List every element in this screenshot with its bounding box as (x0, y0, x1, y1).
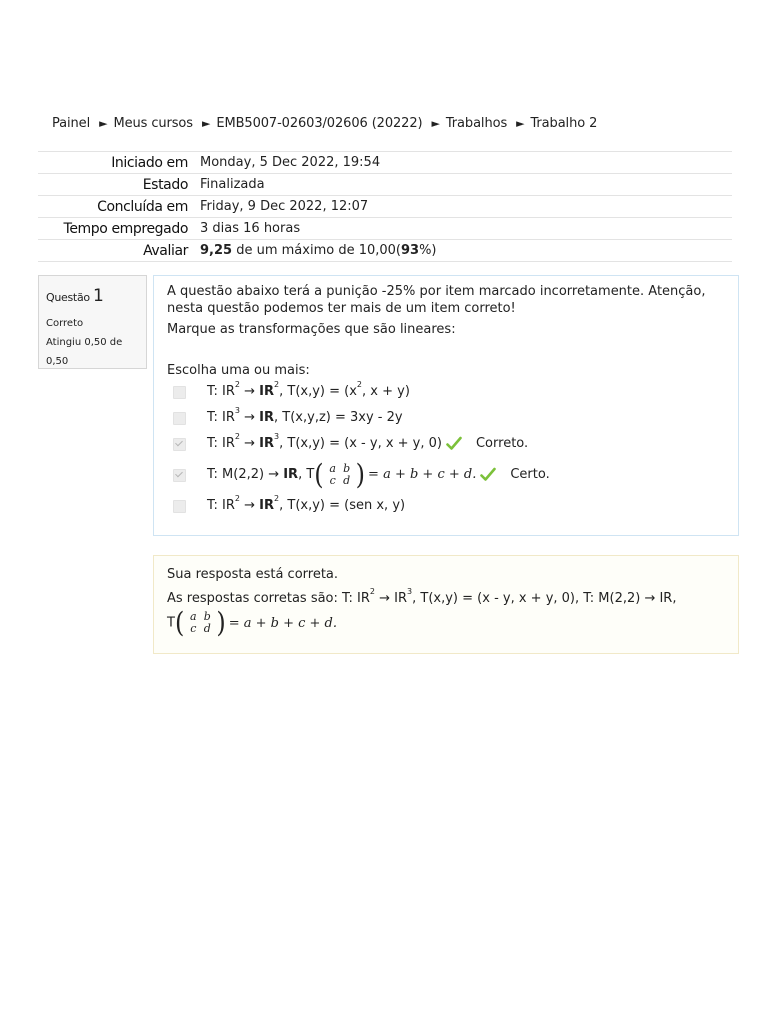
grade-percent: 93 (400, 243, 420, 258)
option-codomain: IR (259, 384, 275, 399)
question-info-box (38, 275, 147, 369)
arrow-text: → (240, 410, 260, 425)
completed-value: Friday, 9 Dec 2022, 12:07 (200, 196, 732, 218)
choose-label: Escolha uma ou mais: (167, 363, 310, 378)
option-codomain: IR (259, 498, 275, 513)
superscript: 3 (407, 587, 413, 596)
breadcrumb (52, 116, 597, 131)
summary-row-started (38, 152, 732, 174)
correct-answers-text (167, 587, 731, 611)
state-value: Finalizada (200, 174, 732, 196)
breadcrumb-separator-icon: ► (516, 117, 525, 130)
breadcrumb-trabalho-2[interactable]: Trabalho 2 (530, 116, 598, 131)
time-value: 3 dias 16 horas (200, 218, 732, 240)
time-label: Tempo empregado (38, 218, 200, 240)
option-text: , T(x,y) = (x (279, 384, 357, 399)
question-formulation (153, 275, 739, 536)
started-value: Monday, 5 Dec 2022, 19:54 (200, 152, 732, 174)
arrow-text: → (240, 498, 260, 513)
arrow-text: → (240, 436, 260, 451)
correct-answers-formula (167, 606, 731, 640)
started-label: Iniciado em (38, 152, 200, 174)
breadcrumb-painel[interactable]: Painel (52, 116, 91, 131)
superscript: 2 (356, 380, 363, 389)
matrix-entry: a (190, 610, 197, 623)
matrix-rhs: = a + b + c + d. (368, 467, 477, 482)
matrix-entry: c (190, 622, 197, 635)
matrix-entry: d (343, 473, 351, 487)
outcome-feedback: Sua resposta está correta. (167, 567, 339, 582)
answer-option-5-label (207, 493, 405, 519)
option-text: , T(x,y,z) = 3xy - 2y (274, 410, 403, 425)
arrow-text: → (240, 384, 260, 399)
answer-option-2 (167, 405, 731, 431)
grade-label: Avaliar (38, 240, 200, 262)
question-outcome (153, 555, 739, 654)
answer-option-2-label (207, 405, 403, 431)
answer-option-1-label (207, 379, 410, 405)
matrix-formula: ( a b c d ) (314, 458, 366, 491)
superscript: 3 (274, 432, 280, 441)
option-text: T: M(2,2) → (207, 467, 284, 482)
question-number-label: Questão (46, 291, 90, 304)
question-prompt-text: Marque as transformações que são lineares: (167, 322, 456, 337)
superscript: 2 (234, 380, 240, 389)
superscript: 2 (369, 587, 376, 596)
grade-max-text: de um máximo de 10,00( (232, 243, 401, 258)
question-mark: Atingiu 0,50 de 0,50 (46, 337, 123, 368)
option-text: , T (298, 467, 315, 482)
superscript: 3 (234, 406, 240, 415)
answer-checkbox-5[interactable] (173, 500, 186, 513)
grade-score: 9,25 (200, 243, 233, 258)
matrix-rhs: = a + b + c + d. (228, 615, 338, 631)
matrix-entry: b (343, 461, 351, 475)
superscript: 2 (234, 494, 240, 503)
summary-row-time (38, 218, 732, 240)
summary-row-completed (38, 196, 732, 218)
summary-row-grade (38, 240, 732, 262)
answer-text: → IR (375, 591, 408, 606)
superscript: 2 (274, 494, 280, 503)
breadcrumb-course[interactable]: EMB5007-02603/02606 (20222) (216, 116, 423, 131)
question-state: Correto (46, 318, 84, 330)
matrix-entry: c (329, 473, 336, 487)
answer-option-1 (167, 379, 731, 405)
matrix-formula: ( a b c d ) (174, 606, 226, 640)
answer-option-4-label (207, 457, 550, 493)
option-text: T: IR (207, 436, 235, 451)
question-number (46, 280, 146, 312)
answer-text: , T(x,y) = (x - y, x + y, 0), T: M(2,2) → IR, (412, 591, 677, 606)
option-text: , T(x,y) = (x - y, x + y, 0) (279, 436, 442, 451)
answer-checkbox-2[interactable] (173, 412, 186, 425)
option-codomain: IR (283, 467, 299, 482)
option-text: , x + y) (362, 384, 410, 399)
state-label: Estado (38, 174, 200, 196)
matrix-entry: d (203, 622, 211, 635)
answer-option-4 (167, 457, 731, 493)
answer-text: As respostas corretas são: T: IR (167, 591, 370, 606)
answer-option-3 (167, 431, 731, 457)
option-text: T: IR (207, 498, 235, 513)
breadcrumb-separator-icon: ► (99, 117, 108, 130)
option-3-feedback: Correto. (475, 436, 529, 451)
option-codomain: IR (259, 410, 275, 425)
option-4-feedback: Certo. (510, 467, 550, 482)
superscript: 2 (234, 432, 240, 441)
option-text: , T(x,y) = (sen x, y) (279, 498, 406, 513)
grade-value (200, 240, 732, 262)
completed-label: Concluída em (38, 196, 200, 218)
grade-percent-suffix: %) (419, 243, 437, 258)
breadcrumb-trabalhos[interactable]: Trabalhos (445, 116, 508, 131)
answer-option-3-label (207, 431, 528, 457)
attempt-summary-table (38, 151, 732, 262)
option-codomain: IR (259, 436, 275, 451)
question-number-value: 1 (93, 286, 104, 306)
breadcrumb-separator-icon: ► (201, 117, 211, 130)
correct-check-icon (446, 436, 462, 451)
answer-checkbox-1[interactable] (173, 386, 186, 399)
option-text: T: IR (207, 384, 235, 399)
summary-row-state (38, 174, 732, 196)
answer-text: T (167, 615, 175, 631)
breadcrumb-separator-icon: ► (431, 117, 440, 130)
breadcrumb-meus-cursos[interactable]: Meus cursos (113, 116, 193, 131)
superscript: 2 (274, 380, 280, 389)
answer-checkbox-3[interactable] (173, 438, 186, 451)
matrix-entry: a (329, 461, 336, 475)
matrix-entry: b (203, 610, 211, 623)
option-text: T: IR (207, 410, 235, 425)
answer-option-5 (167, 493, 731, 519)
question-intro-text: A questão abaixo terá a punição -25% por item marcado incorretamente. Atenção, nesta questão podemos ter mais de um item correto! (167, 284, 706, 316)
correct-check-icon (480, 467, 496, 482)
answer-checkbox-4[interactable] (173, 469, 186, 482)
